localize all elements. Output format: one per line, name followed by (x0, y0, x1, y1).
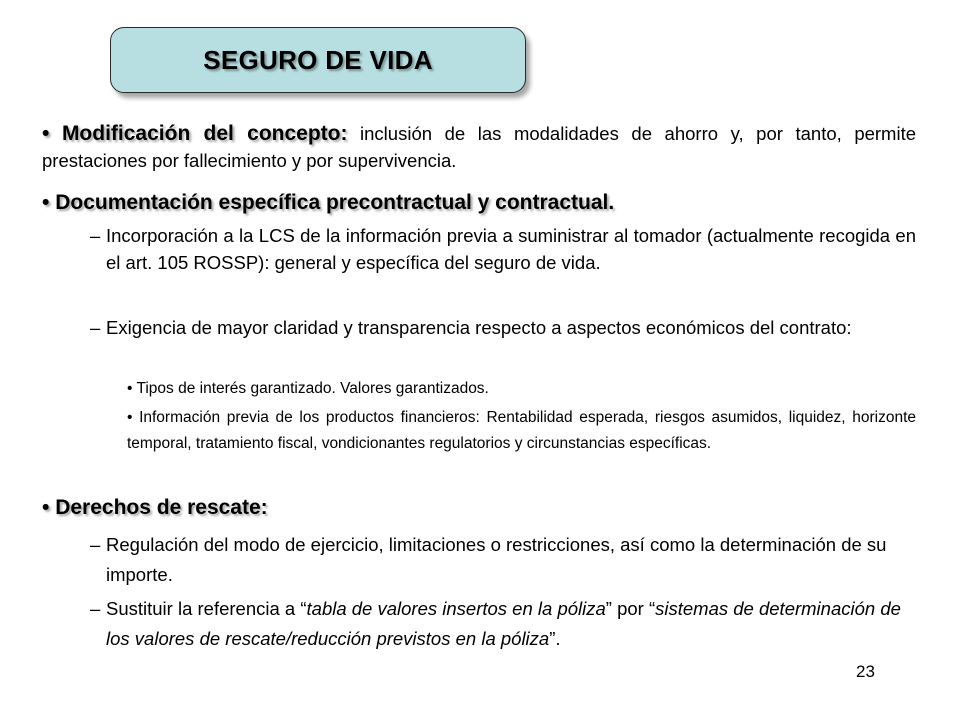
sub-item-text (90, 222, 916, 276)
text-part: ”. (549, 628, 561, 649)
sub-item-text-content: Incorporación a la LCS de la información previa a suministrar al tomador (actualmente recogida en el art. 105 ROSSP): general y específica del seguro de vida. (106, 225, 916, 273)
text-part: ” por “ (605, 598, 656, 619)
bullet-icon: • (42, 122, 50, 145)
bullet-heading: Modificación del concepto: (61, 122, 348, 145)
quoted-text: tabla de valores insertos en la póliza (306, 598, 606, 619)
dash-icon: – (90, 534, 101, 555)
bullet-modificacion (42, 120, 916, 174)
dash-icon: – (90, 225, 101, 246)
dash-icon: – (90, 317, 101, 338)
slide-title: SEGURO DE VIDA (203, 44, 433, 75)
bullet-heading: Derechos de rescate: (55, 496, 268, 519)
quoted-text: sistemas de determinación de los valores de rescate/reducción previstos en la póliza (106, 598, 901, 649)
sub-sub-item-text: Tipos de interés garantizado. Valores garantizados. (136, 380, 489, 397)
sub-item-regulacion (90, 530, 906, 590)
bullet-heading: Documentación específica precontractual y contractual. (55, 191, 615, 214)
text-part: Sustituir la referencia a “ (106, 598, 307, 619)
bullet-icon: • (127, 380, 133, 397)
sub-item-text: Regulación del modo de ejercicio, limitaciones o restricciones, así como la determinación de su importe. (106, 534, 887, 585)
bullet-derechos (42, 495, 916, 521)
sub-sub-item-text: Información previa de los productos financieros: Rentabilidad esperada, riesgos asumidos, liquidez, horizonte temporal, tratamiento fiscal, vondicionantes regulatorios y circunstancias específicas. (127, 409, 916, 452)
title-box (110, 27, 526, 93)
bullet-icon: • (42, 191, 50, 214)
bullet-documentacion (42, 190, 916, 216)
bullet-text: inclusión de las modalidades de ahorro y, por tanto, permite prestaciones por fallecimiento y por supervivencia. (42, 123, 917, 171)
sub-item-text (90, 594, 906, 654)
sub-item-exigencia (90, 314, 916, 341)
sub-item-text: Exigencia de mayor claridad y transparencia respecto a aspectos económicos del contrato: (106, 317, 852, 338)
sub-item-sustituir (90, 594, 906, 654)
page-number: 23 (856, 662, 875, 681)
sub-sub-item-informacion (127, 405, 916, 457)
bullet-icon: • (127, 409, 133, 426)
sub-item-incorporacion (90, 222, 916, 276)
sub-sub-item-tipos (127, 376, 916, 402)
bullet-icon: • (42, 496, 50, 519)
dash-icon: – (90, 598, 101, 619)
